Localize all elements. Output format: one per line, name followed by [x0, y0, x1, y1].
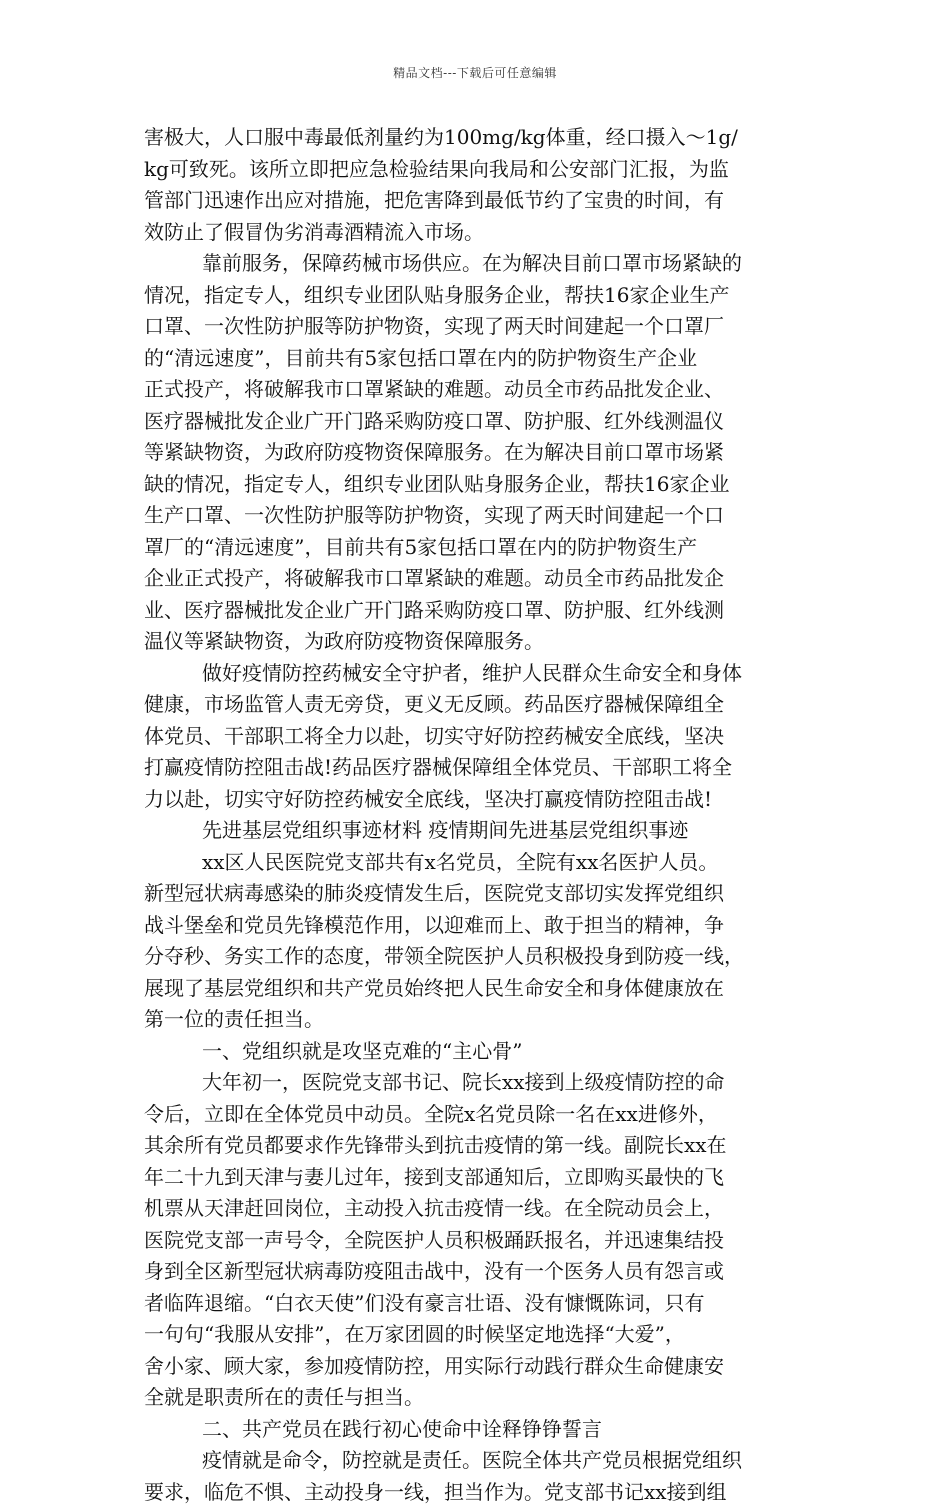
- text-line: kg可致死。该所立即把应急检验结果向我局和公安部门汇报，为监: [144, 154, 810, 186]
- paragraph-first-line: 做好疫情防控药械安全守护者，维护人民群众生命安全和身体: [144, 658, 810, 690]
- paragraph-first-line: 靠前服务，保障药械市场供应。在为解决目前口罩市场紧缺的: [144, 248, 810, 280]
- document-body: [144, 122, 810, 1508]
- text-line: 医疗器械批发企业广开门路采购防疫口罩、防护服、红外线测温仪: [144, 406, 810, 438]
- paragraph-first-line: 大年初一，医院党支部书记、院长xx接到上级疫情防控的命: [144, 1067, 810, 1099]
- text-line: 打赢疫情防控阻击战!药品医疗器械保障组全体党员、干部职工将全: [144, 752, 810, 784]
- text-line: 展现了基层党组织和共产党员始终把人民生命安全和身体健康放在: [144, 973, 810, 1005]
- text-line: 战斗堡垒和党员先锋模范作用，以迎难而上、敢于担当的精神，争: [144, 910, 810, 942]
- text-line: 年二十九到天津与妻儿过年，接到支部通知后，立即购买最快的飞: [144, 1162, 810, 1194]
- page-header-note: 精品文档---下载后可任意编辑: [0, 64, 950, 81]
- text-line: 健康，市场监管人责无旁贷，更义无反顾。药品医疗器械保障组全: [144, 689, 810, 721]
- text-line: 身到全区新型冠状病毒防疫阻击战中，没有一个医务人员有怨言或: [144, 1256, 810, 1288]
- text-line: 缺的情况，指定专人，组织专业团队贴身服务企业，帮扶16家企业: [144, 469, 810, 501]
- text-line: 等紧缺物资，为政府防疫物资保障服务。在为解决目前口罩市场紧: [144, 437, 810, 469]
- text-line: 一句句“我服从安排”，在万家团圆的时候坚定地选择“大爱”，: [144, 1319, 810, 1351]
- text-line: 要求，临危不惧、主动投身一线，担当作为。党支部书记xx接到组: [144, 1477, 810, 1508]
- text-line: 企业正式投产，将破解我市口罩紧缺的难题。动员全市药品批发企: [144, 563, 810, 595]
- paragraph-first-line: xx区人民医院党支部共有x名党员，全院有xx名医护人员。: [144, 847, 810, 879]
- text-line: 罩厂的“清远速度”，目前共有5家包括口罩在内的防护物资生产: [144, 532, 810, 564]
- text-line: 害极大，人口服中毒最低剂量约为100mg/kg体重，经口摄入～1g/: [144, 122, 810, 154]
- text-line: 力以赴，切实守好防控药械安全底线，坚决打赢疫情防控阻击战!: [144, 784, 810, 816]
- text-line: 其余所有党员都要求作先锋带头到抗击疫情的第一线。副院长xx在: [144, 1130, 810, 1162]
- text-line: 机票从天津赶回岗位，主动投入抗击疫情一线。在全院动员会上，: [144, 1193, 810, 1225]
- text-line: 温仪等紧缺物资，为政府防疫物资保障服务。: [144, 626, 810, 658]
- text-line: 正式投产，将破解我市口罩紧缺的难题。动员全市药品批发企业、: [144, 374, 810, 406]
- text-line: 令后，立即在全体党员中动员。全院x名党员除一名在xx进修外，: [144, 1099, 810, 1131]
- text-line: 效防止了假冒伪劣消毒酒精流入市场。: [144, 217, 810, 249]
- text-line: 新型冠状病毒感染的肺炎疫情发生后，医院党支部切实发挥党组织: [144, 878, 810, 910]
- text-line: 口罩、一次性防护服等防护物资，实现了两天时间建起一个口罩厂: [144, 311, 810, 343]
- text-line: 第一位的责任担当。: [144, 1004, 810, 1036]
- text-line: 管部门迅速作出应对措施，把危害降到最低节约了宝贵的时间，有: [144, 185, 810, 217]
- paragraph-first-line: 先进基层党组织事迹材料 疫情期间先进基层党组织事迹: [144, 815, 810, 847]
- paragraph-first-line: 二、共产党员在践行初心使命中诠释铮铮誓言: [144, 1414, 810, 1446]
- text-line: 的“清远速度”，目前共有5家包括口罩在内的防护物资生产企业: [144, 343, 810, 375]
- text-line: 体党员、干部职工将全力以赴，切实守好防控药械安全底线，坚决: [144, 721, 810, 753]
- text-line: 业、医疗器械批发企业广开门路采购防疫口罩、防护服、红外线测: [144, 595, 810, 627]
- text-line: 情况，指定专人，组织专业团队贴身服务企业，帮扶16家企业生产: [144, 280, 810, 312]
- text-line: 医院党支部一声号令，全院医护人员积极踊跃报名，并迅速集结投: [144, 1225, 810, 1257]
- text-line: 全就是职责所在的责任与担当。: [144, 1382, 810, 1414]
- text-line: 生产口罩、一次性防护服等防护物资，实现了两天时间建起一个口: [144, 500, 810, 532]
- text-line: 者临阵退缩。“白衣天使”们没有豪言壮语、没有慷慨陈词，只有: [144, 1288, 810, 1320]
- text-line: 分夺秒、务实工作的态度，带领全院医护人员积极投身到防疫一线，: [144, 941, 810, 973]
- paragraph-first-line: 一、党组织就是攻坚克难的“主心骨”: [144, 1036, 810, 1068]
- text-line: 舍小家、顾大家，参加疫情防控，用实际行动践行群众生命健康安: [144, 1351, 810, 1383]
- paragraph-first-line: 疫情就是命令，防控就是责任。医院全体共产党员根据党组织: [144, 1445, 810, 1477]
